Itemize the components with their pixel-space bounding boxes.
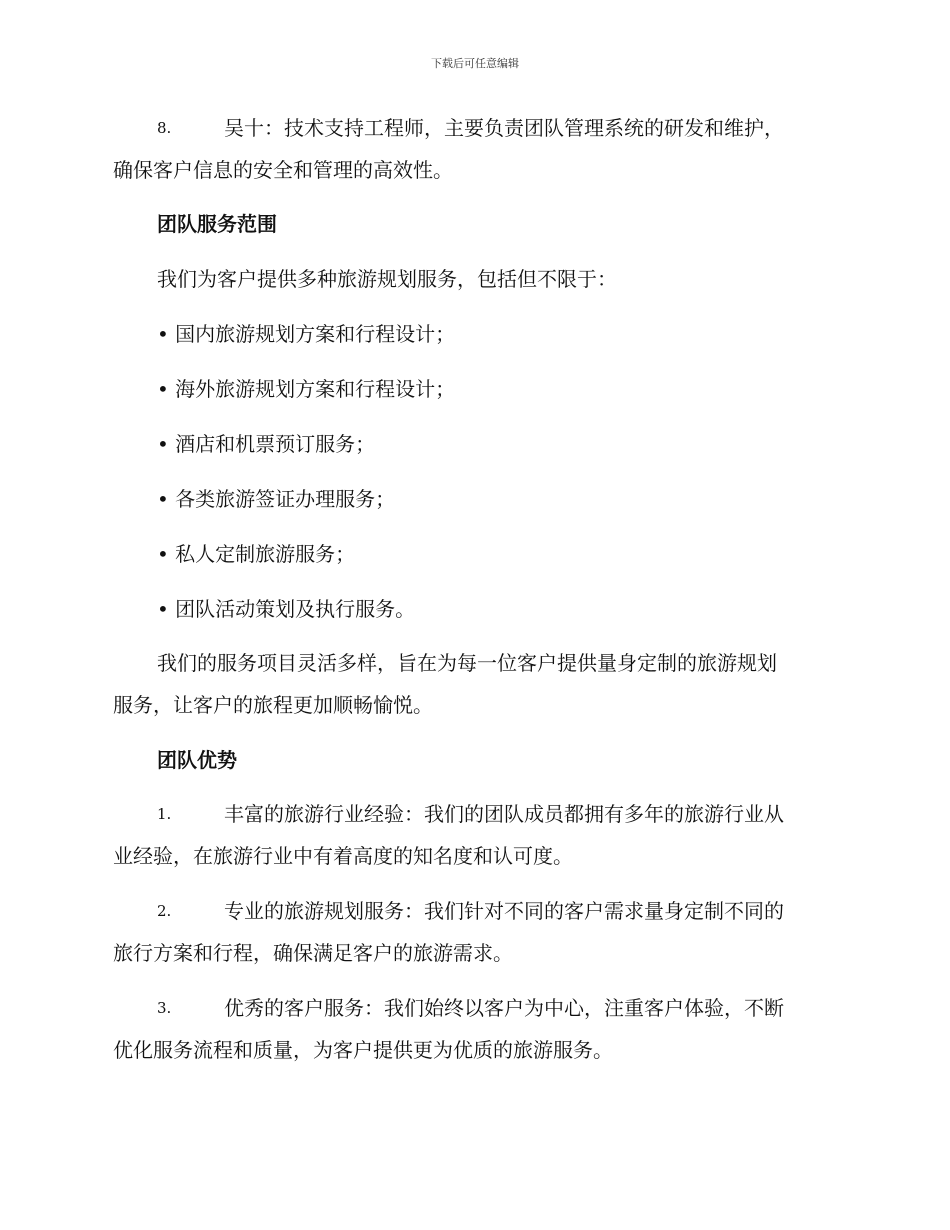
- item-text: 吴十：技术支持工程师，主要负责团队管理系统的研发和维护，: [224, 116, 784, 140]
- scope-summary: 我们的服务项目灵活多样，旨在为每一位客户提供量身定制的旅游规划: [157, 651, 777, 675]
- list-item: • 各类旅游签证办理服务；: [157, 487, 396, 511]
- item-text: 丰富的旅游行业经验：我们的团队成员都拥有多年的旅游行业从: [224, 802, 784, 826]
- item-number: 1.: [157, 805, 172, 823]
- list-item: • 国内旅游规划方案和行程设计；: [157, 322, 456, 346]
- list-item: • 酒店和机票预订服务；: [157, 432, 376, 456]
- item-continuation: 旅行方案和行程，确保满足客户的旅游需求。: [113, 941, 513, 965]
- list-item: • 私人定制旅游服务；: [157, 542, 356, 566]
- item-number: 3.: [157, 999, 172, 1017]
- scope-intro: 我们为客户提供多种旅游规划服务，包括但不限于：: [157, 267, 617, 291]
- section-heading-scope: 团队服务范围: [157, 212, 277, 236]
- item-continuation: 优化服务流程和质量，为客户提供更为优质的旅游服务。: [113, 1038, 613, 1062]
- item-text: 专业的旅游规划服务：我们针对不同的客户需求量身定制不同的: [224, 899, 784, 923]
- item-continuation: 业经验，在旅游行业中有着高度的知名度和认可度。: [113, 844, 573, 868]
- item-continuation: 确保客户信息的安全和管理的高效性。: [113, 158, 453, 182]
- page-header: 下载后可任意编辑: [431, 57, 519, 70]
- item-number: 8.: [157, 119, 172, 137]
- item-number: 2.: [157, 902, 172, 920]
- section-heading-advantages: 团队优势: [157, 748, 237, 772]
- list-item: • 海外旅游规划方案和行程设计；: [157, 377, 456, 401]
- scope-summary-continuation: 服务，让客户的旅程更加顺畅愉悦。: [113, 693, 433, 717]
- item-text: 优秀的客户服务：我们始终以客户为中心，注重客户体验，不断: [224, 996, 784, 1020]
- list-item: • 团队活动策划及执行服务。: [157, 597, 416, 621]
